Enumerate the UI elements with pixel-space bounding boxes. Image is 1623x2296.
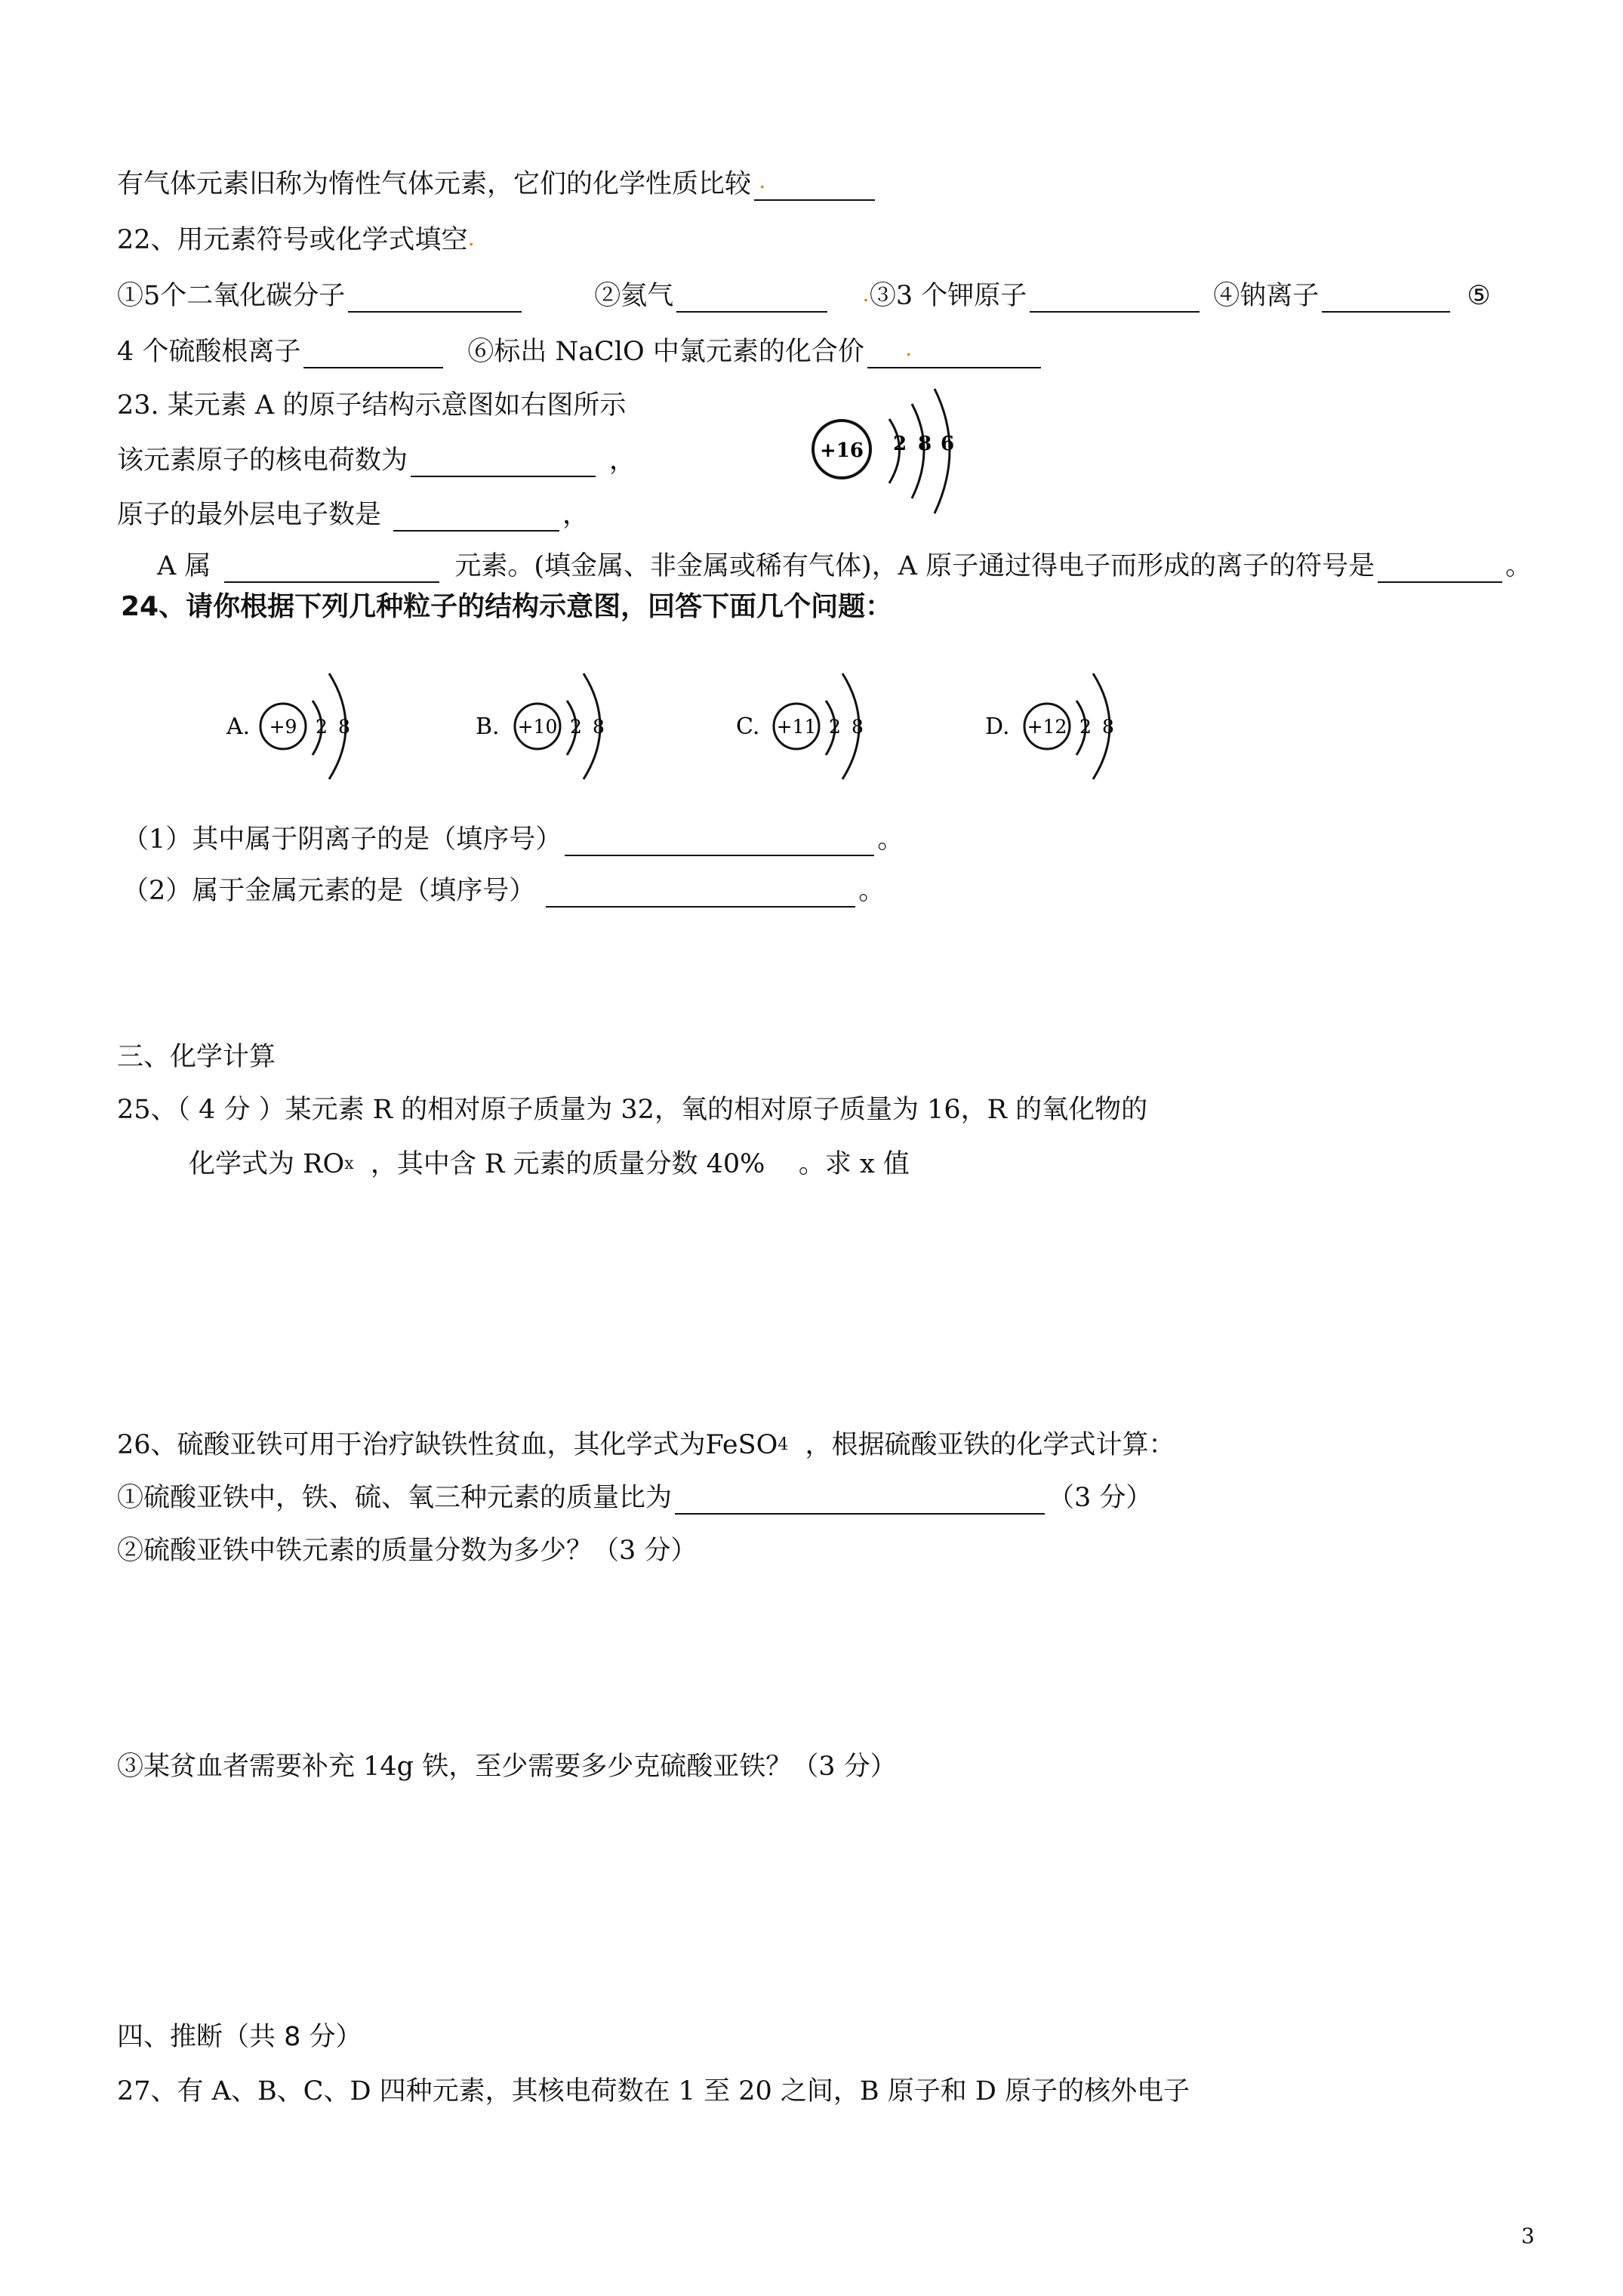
q23-line-1 xyxy=(117,444,636,477)
q23-line-2 xyxy=(117,498,589,532)
q23-nuclear-charge-blank[interactable] xyxy=(411,447,596,477)
q22-item-5-number: ⑤ xyxy=(1467,281,1491,311)
q22-marker-dot: . xyxy=(862,281,870,307)
q24-particle-diagrams xyxy=(219,657,1170,793)
q21-tail-text: 有气体元素旧称为惰性气体元素，它们的化学性质比较 xyxy=(117,169,752,199)
q24-particle-a-letter: A. xyxy=(226,713,251,740)
q22-title-line: 22、用元素符号或化学式填空 . xyxy=(117,225,476,255)
q24-anion-blank[interactable] xyxy=(565,826,874,856)
q24-particle-b-shell-1-count: 2 xyxy=(570,716,582,738)
q24-metal-element-blank[interactable] xyxy=(546,877,855,908)
q26-mass-ratio-blank[interactable] xyxy=(675,1484,1045,1515)
q23-shell-3-count: 6 xyxy=(941,433,955,455)
q24-particle-d-shell-1-count: 2 xyxy=(1079,716,1092,738)
q23-line-3 xyxy=(157,550,1532,583)
q25-formula-subscript: x xyxy=(344,1154,354,1173)
q24-title-line xyxy=(121,590,892,624)
q21-answer-blank[interactable]: . xyxy=(754,171,875,201)
q24-particle-c-shell-2-count: 8 xyxy=(852,716,864,738)
q24-particle-a-shell-1-count: 2 xyxy=(316,716,328,738)
q23-element-type-blank[interactable] xyxy=(224,553,439,583)
q24-particle-d-shell-2-count: 8 xyxy=(1102,716,1114,738)
q24-particle-b-charge: +10 xyxy=(517,716,558,738)
q24-particle-d-charge: +12 xyxy=(1027,716,1067,738)
q23-shell-2-count: 8 xyxy=(918,433,932,455)
q24-particle-d-letter: D. xyxy=(985,713,1010,740)
q26-formula-subscript: 4 xyxy=(778,1435,789,1454)
q24-sub-1-period: 。 xyxy=(877,824,904,855)
q24-particle-c xyxy=(736,673,864,779)
q26-mass-ratio-points: （3 分） xyxy=(1048,1483,1153,1513)
q22-item-2-label: ②氦气 xyxy=(594,281,674,311)
q26-question-2: ②硫酸亚铁中铁元素的质量分数为多少？（3 分） xyxy=(117,1536,698,1566)
q25-formula-text: 化学式为 RO xyxy=(189,1149,345,1179)
q27-line xyxy=(117,2075,1190,2108)
q24-sub-1-line xyxy=(122,823,904,856)
q24-particle-b xyxy=(476,673,605,779)
q26-text-1a: 26、硫酸亚铁可用于治疗缺铁性贫血，其化学式为FeSO xyxy=(117,1430,778,1460)
q23-ion-symbol-blank[interactable] xyxy=(1378,553,1502,583)
q22-item-5-label: 4 个硫酸根离子 xyxy=(117,337,301,367)
q23-nucleus-charge: +16 xyxy=(820,439,864,462)
q24-sub-1-label: （1）其中属于阴离子的是（填序号） xyxy=(122,824,562,855)
q26-text-1b: ，根据硫酸亚铁的化学式计算： xyxy=(788,1430,1175,1460)
q24-particle-c-charge: +11 xyxy=(776,716,817,738)
page-number: 3 xyxy=(1521,2224,1535,2248)
q26-line-3 xyxy=(117,1534,697,1567)
q22-item-3-blank[interactable] xyxy=(1030,282,1200,313)
q23-nuclear-charge-label: 该元素原子的核电荷数为 xyxy=(117,445,408,476)
q26-mass-ratio-label: ①硫酸亚铁中，铁、硫、氧三种元素的质量比为 xyxy=(117,1483,673,1513)
q25-line-2 xyxy=(189,1148,910,1181)
q25-line-1 xyxy=(117,1093,1147,1126)
q23-comma-1: ， xyxy=(609,445,636,476)
q24-particle-a xyxy=(226,673,350,779)
q23-outer-electrons-label: 原子的最外层电子数是 xyxy=(117,500,382,530)
q23-atom-structure-diagram xyxy=(808,378,981,544)
q24-particle-b-letter: B. xyxy=(476,713,500,740)
q24-particle-c-shell-1-count: 2 xyxy=(829,716,841,738)
q27-text: 27、有 A、B、C、D 四种元素，其核电荷数在 1 至 20 之间，B 原子和 D 原子的核外电子 xyxy=(117,2076,1190,2106)
q24-particle-a-shell-2-count: 8 xyxy=(338,716,350,738)
section-4-heading: 四、推断（共 8 分） xyxy=(117,2022,362,2052)
q22-item-1-label: ①5个二氧化碳分子 xyxy=(117,281,346,311)
q23-period: 。 xyxy=(1505,551,1532,581)
q24-title: 24、请你根据下列几种粒子的结构示意图，回答下面几个问题： xyxy=(121,591,893,622)
q26-line-4 xyxy=(117,1750,897,1783)
q24-particle-d xyxy=(985,673,1114,779)
q26-line-2 xyxy=(117,1481,1152,1515)
q22-item-5-blank[interactable] xyxy=(303,338,443,368)
q23-title: 23. 某元素 A 的原子结构示意图如右图所示 xyxy=(117,390,627,421)
q24-particle-c-letter: C. xyxy=(736,713,760,740)
q24-sub-2-period: 。 xyxy=(858,876,885,906)
section-4-heading-line xyxy=(117,2020,362,2054)
q22-item-4-label: ④钠离子 xyxy=(1213,281,1320,311)
q22-item-1-blank[interactable] xyxy=(348,282,522,313)
q22-item-6-label: ⑥标出 NaClO 中氯元素的化合价 xyxy=(467,337,864,367)
section-3-heading: 三、化学计算 xyxy=(117,1042,276,1072)
q24-sub-2-label: （2）属于金属元素的是（填序号） xyxy=(122,876,536,906)
q24-particle-b-shell-2-count: 8 xyxy=(593,716,605,738)
q23-title-line xyxy=(117,389,626,422)
q23-element-type-prefix: A 属 xyxy=(157,551,211,581)
q21-tail-line xyxy=(117,168,878,201)
q25-text-2: ，其中含 R 元素的质量分数 40% 。求 x 值 xyxy=(353,1149,910,1179)
q24-particle-a-charge: +9 xyxy=(269,716,297,738)
q23-element-type-suffix: 元素。(填金属、非金属或稀有气体)，A 原子通过得电子而形成的离子的符号是 xyxy=(454,551,1375,581)
q22-items-line-1 xyxy=(117,279,1491,313)
q23-shell-1-count: 2 xyxy=(893,433,907,455)
q23-comma-2: ， xyxy=(562,500,590,530)
q24-sub-2-line xyxy=(122,874,885,908)
q22-item-6-blank[interactable]: . xyxy=(867,338,1041,368)
q22-items-line-2 xyxy=(117,335,1044,368)
q22-title: 22、用元素符号或化学式填空 xyxy=(117,225,468,255)
q22-item-4-blank[interactable] xyxy=(1322,282,1450,313)
section-3-heading-line xyxy=(117,1040,276,1074)
q23-outer-electrons-blank[interactable] xyxy=(393,501,559,532)
q22-item-2-blank[interactable] xyxy=(676,282,827,313)
q22-item-3-label: ③3 个钾原子 xyxy=(869,281,1027,311)
q25-text-1: 25、（ 4 分 ）某元素 R 的相对原子质量为 32，氧的相对原子质量为 16，R 的氧化物的 xyxy=(117,1095,1148,1125)
q26-question-3: ③某贫血者需要补充 14g 铁，至少需要多少克硫酸亚铁？（3 分） xyxy=(117,1752,897,1782)
q26-line-1 xyxy=(117,1428,1175,1462)
